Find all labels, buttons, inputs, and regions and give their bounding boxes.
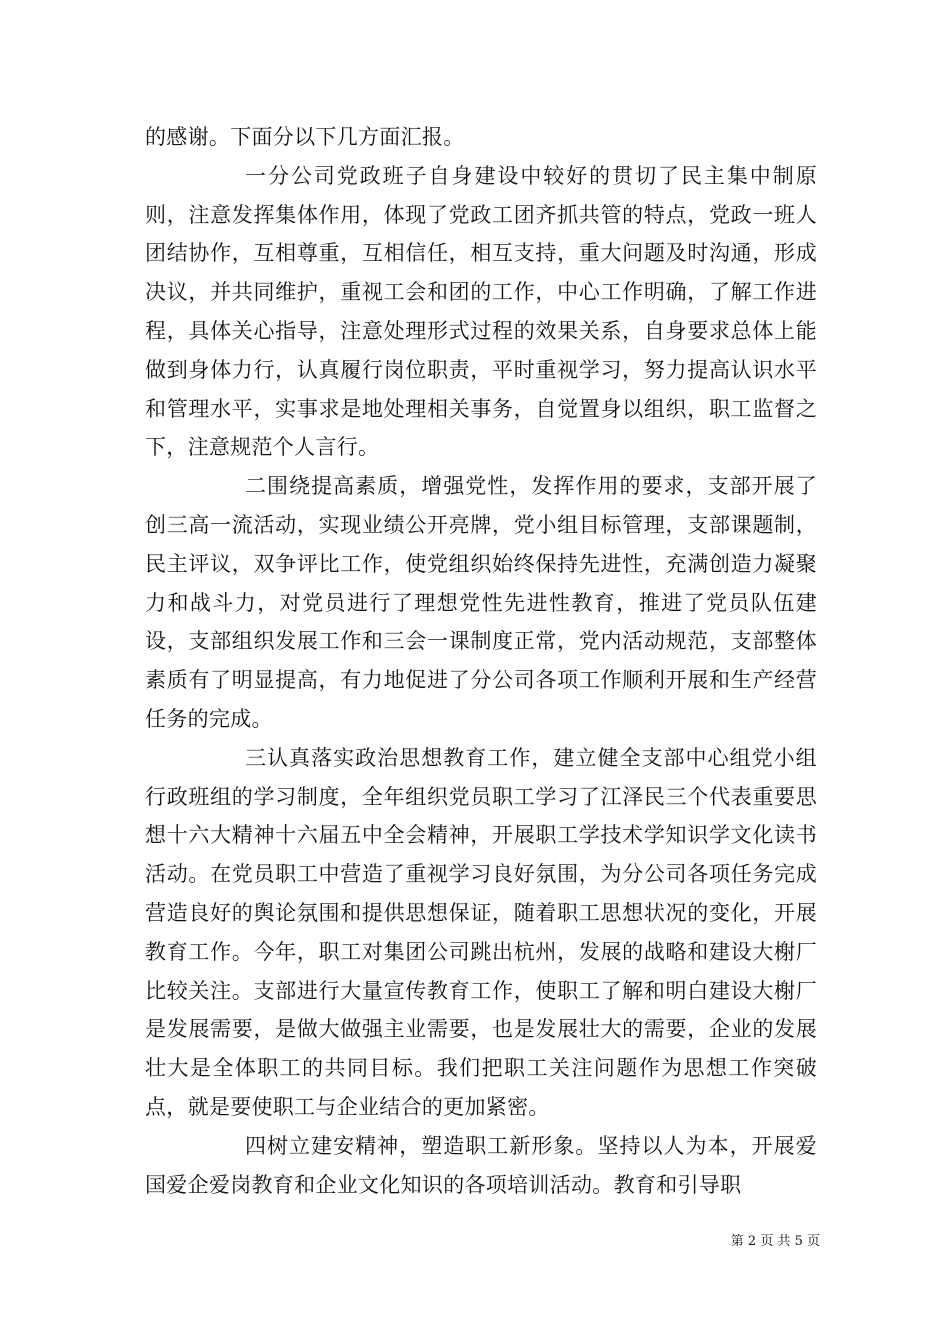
paragraph-section-2: 二围绕提高素质，增强党性，发挥作用的要求，支部开展了创三高一流活动，实现业绩公开亮牌，党小组目标管理，支部课题制，民主评议，双争评比工作，使党组织始终保持先进性，充满创造力凝聚力和战斗力，对党员进行了理想党性先进性教育，推进了党员队伍建设，支部组织发展工作和三会一课制度正常，党内活动规范，支部整体素质有了明显提高，有力地促进了分公司各项工作顺利开展和生产经营任务的完成。 bbox=[145, 474, 817, 731]
paragraph-section-1: 一分公司党政班子自身建设中较好的贯切了民主集中制原则，注意发挥集体作用，体现了党政工团齐抓共管的特点，党政一班人团结协作，互相尊重，互相信任，相互支持，重大问题及时沟通，形成决议，并共同维护，重视工会和团的工作，中心工作明确，了解工作进程，具体关心指导，注意处理形式过程的效果关系，自身要求总体上能做到身体力行，认真履行岗位职责，平时重视学习，努力提高认识水平和管理水平，实事求是地处理相关事务，自觉置身以组织，职工监督之下，注意规范个人言行。 bbox=[145, 163, 817, 460]
document-body bbox=[145, 118, 817, 1204]
paragraph-intro-tail: 的感谢。下面分以下几方面汇报。 bbox=[145, 125, 465, 149]
page-number-footer: 第 2 页 共 5 页 bbox=[730, 1234, 820, 1249]
paragraph-section-3: 三认真落实政治思想教育工作，建立健全支部中心组党小组行政班组的学习制度，全年组织党员职工学习了江泽民三个代表重要思想十六大精神十六届五中全会精神，开展职工学技术学知识学文化读书活动。在党员职工中营造了重视学习良好氛围，为分公司各项任务完成营造良好的舆论氛围和提供思想保证，随着职工思想状况的变化，开展教育工作。今年，职工对集团公司跳出杭州，发展的战略和建设大榭厂比较关注。支部进行大量宣传教育工作，使职工了解和明白建设大榭厂是发展需要，是做大做强主业需要，也是发展壮大的需要，企业的发展壮大是全体职工的共同目标。我们把职工关注问题作为思想工作突破点，就是要使职工与企业结合的更加紧密。 bbox=[145, 745, 817, 1119]
paragraph-section-4: 四树立建安精神，塑造职工新形象。坚持以人为本，开展爱国爱企爱岗教育和企业文化知识的各项培训活动。教育和引导职 bbox=[145, 1133, 817, 1197]
